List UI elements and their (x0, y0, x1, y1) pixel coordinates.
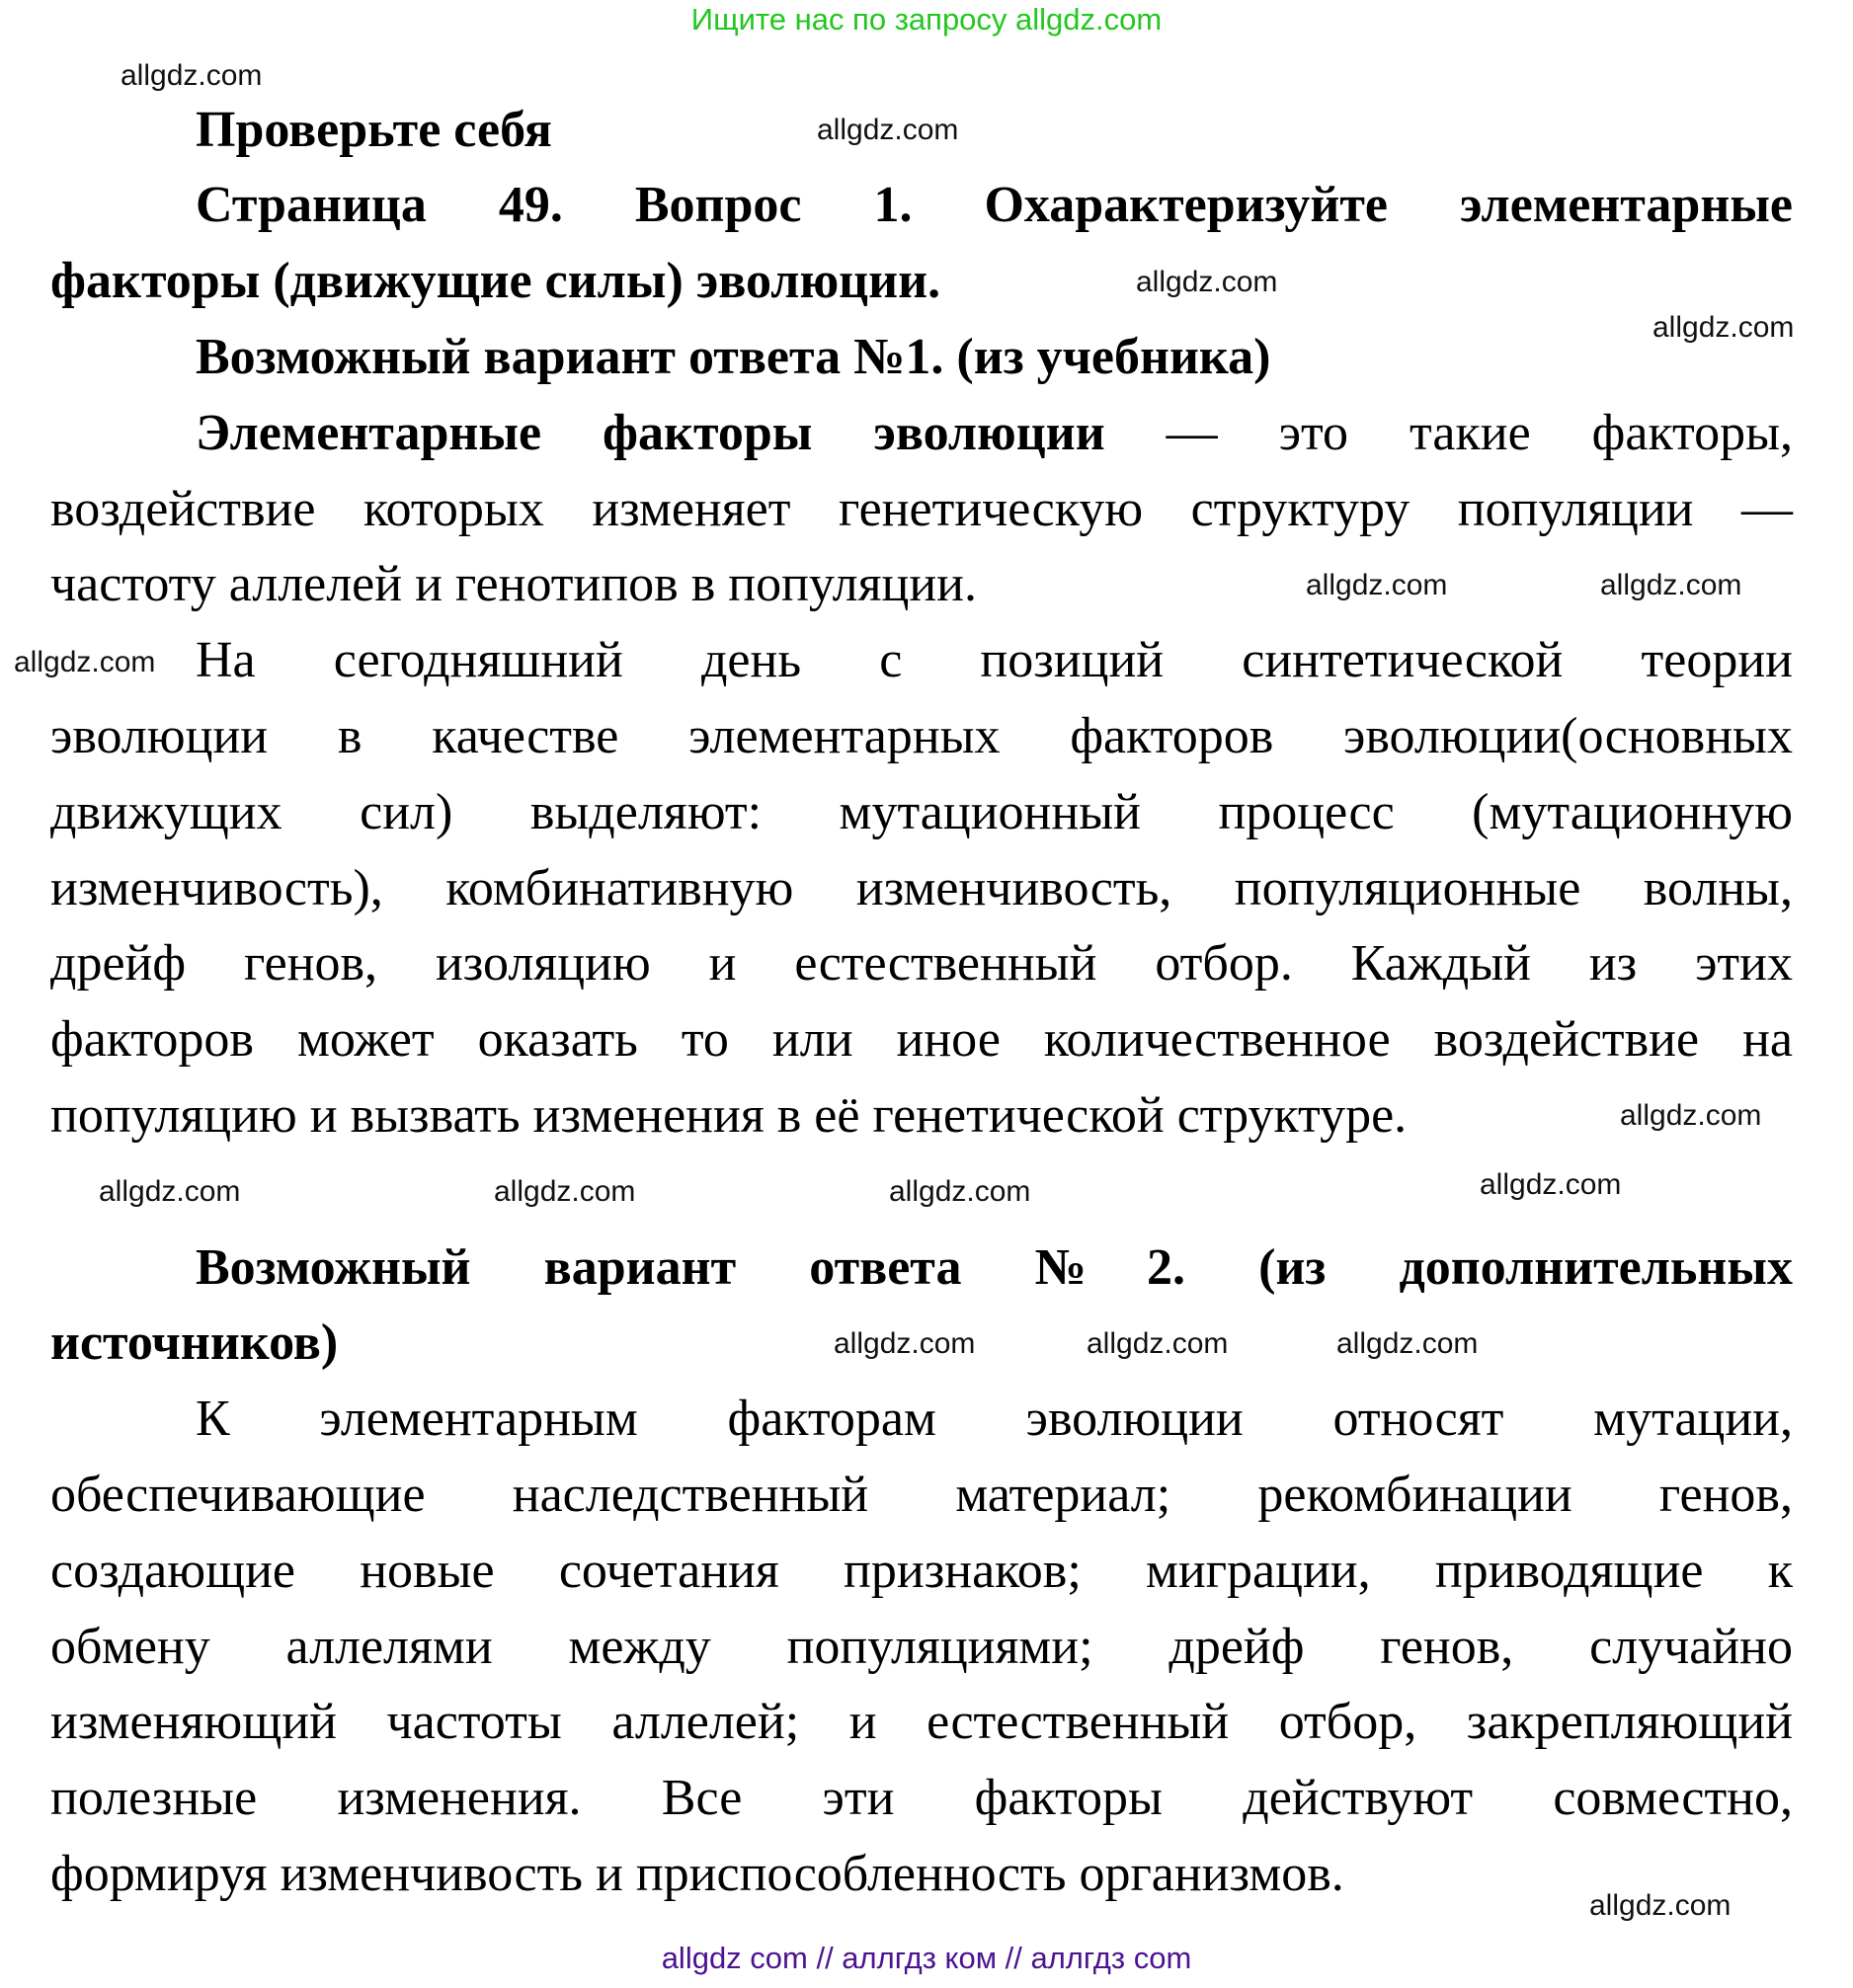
text-line (50, 472, 1793, 548)
body-text: обеспечивающие наследственный материал; рекомбинации генов, (50, 1466, 1793, 1523)
heading-line (196, 93, 1793, 169)
heading-line (196, 1231, 1793, 1307)
body-text: изменчивость), комбинативную изменчивость, популяционные волны, (50, 859, 1793, 916)
bold-text: факторы (движущие силы) эволюции. (50, 253, 941, 310)
body-text: эволюции в качестве элементарных факторов эволюции(основных (50, 707, 1793, 764)
text-line (50, 699, 1793, 775)
document-body (50, 93, 1793, 1913)
bold-text: Страница 49. Вопрос 1. Охарактеризуйте элементарные (196, 177, 1793, 234)
bold-text: Проверьте себя (196, 101, 552, 158)
watermark: allgdz.com (494, 1175, 636, 1208)
watermark: allgdz.com (834, 1327, 976, 1360)
body-text: воздействие которых изменяет генетическую структуру популяции — (50, 480, 1793, 537)
text-line (50, 1078, 1793, 1154)
bold-text: Возможный вариант ответа №2. (из дополнительных (196, 1238, 1793, 1296)
text-line (196, 623, 1793, 699)
body-text: факторов может оказать то или иное количественное воздействие на (50, 1011, 1793, 1069)
text-line (50, 851, 1793, 927)
text-line (50, 1534, 1793, 1610)
text-line (50, 1685, 1793, 1761)
text-line (50, 547, 1793, 623)
body-text: полезные изменения. Все эти факторы действуют совместно, (50, 1770, 1793, 1827)
text-line (50, 926, 1793, 1002)
bold-text: Элементарные факторы эволюции (196, 404, 1105, 461)
body-text: К элементарным факторам эволюции относят мутации, (196, 1391, 1793, 1448)
body-text: дрейф генов, изоляцию и естественный отбор. Каждый из этих (50, 935, 1793, 993)
watermark: allgdz.com (817, 114, 959, 146)
text-line (50, 775, 1793, 851)
body-text: создающие новые сочетания признаков; миграции, приводящие к (50, 1542, 1793, 1599)
text-line (50, 1002, 1793, 1078)
heading-line (50, 244, 1793, 320)
watermark: allgdz.com (1136, 266, 1278, 298)
watermark: allgdz.com (1600, 569, 1742, 601)
body-text: частоту аллелей и генотипов в популяции. (50, 556, 977, 613)
text-line (50, 1458, 1793, 1534)
heading-line (196, 320, 1793, 396)
watermark: allgdz.com (1480, 1168, 1622, 1201)
heading-line (196, 168, 1793, 244)
body-text: На сегодняшний день с позиций синтетической теории (196, 632, 1793, 689)
text-line (50, 1761, 1793, 1837)
body-text: популяцию и вызвать изменения в её генетической структуре. (50, 1086, 1408, 1144)
body-text: обмену аллелями между популяциями; дрейф генов, случайно (50, 1618, 1793, 1675)
watermark: allgdz.com (889, 1175, 1031, 1208)
text-line (196, 1382, 1793, 1458)
watermark: allgdz.com (1589, 1889, 1732, 1922)
watermark: allgdz.com (1336, 1327, 1479, 1360)
watermark: allgdz.com (14, 646, 156, 678)
watermark: allgdz.com (1306, 569, 1448, 601)
watermark: allgdz.com (1620, 1099, 1762, 1132)
footer-banner: allgdz com // аллгдз ком // аллгдз com (661, 1941, 1192, 1975)
bold-text: источников) (50, 1314, 339, 1372)
bold-text: Возможный вариант ответа №1. (из учебника) (196, 328, 1271, 385)
search-hint-banner: Ищите нас по запросу allgdz.com (690, 2, 1163, 37)
watermark: allgdz.com (121, 59, 263, 92)
body-text: изменяющий частоты аллелей; и естественный отбор, закрепляющий (50, 1694, 1793, 1751)
watermark: allgdz.com (99, 1175, 241, 1208)
body-text: формируя изменчивость и приспособленность организмов. (50, 1845, 1344, 1902)
text-line (50, 1837, 1793, 1913)
text-line (50, 1610, 1793, 1686)
body-text: движущих сил) выделяют: мутационный процесс (мутационную (50, 783, 1793, 840)
text-line (196, 396, 1793, 472)
watermark: allgdz.com (1087, 1327, 1229, 1360)
body-text: — это такие факторы, (1104, 404, 1793, 461)
watermark: allgdz.com (1652, 311, 1795, 344)
